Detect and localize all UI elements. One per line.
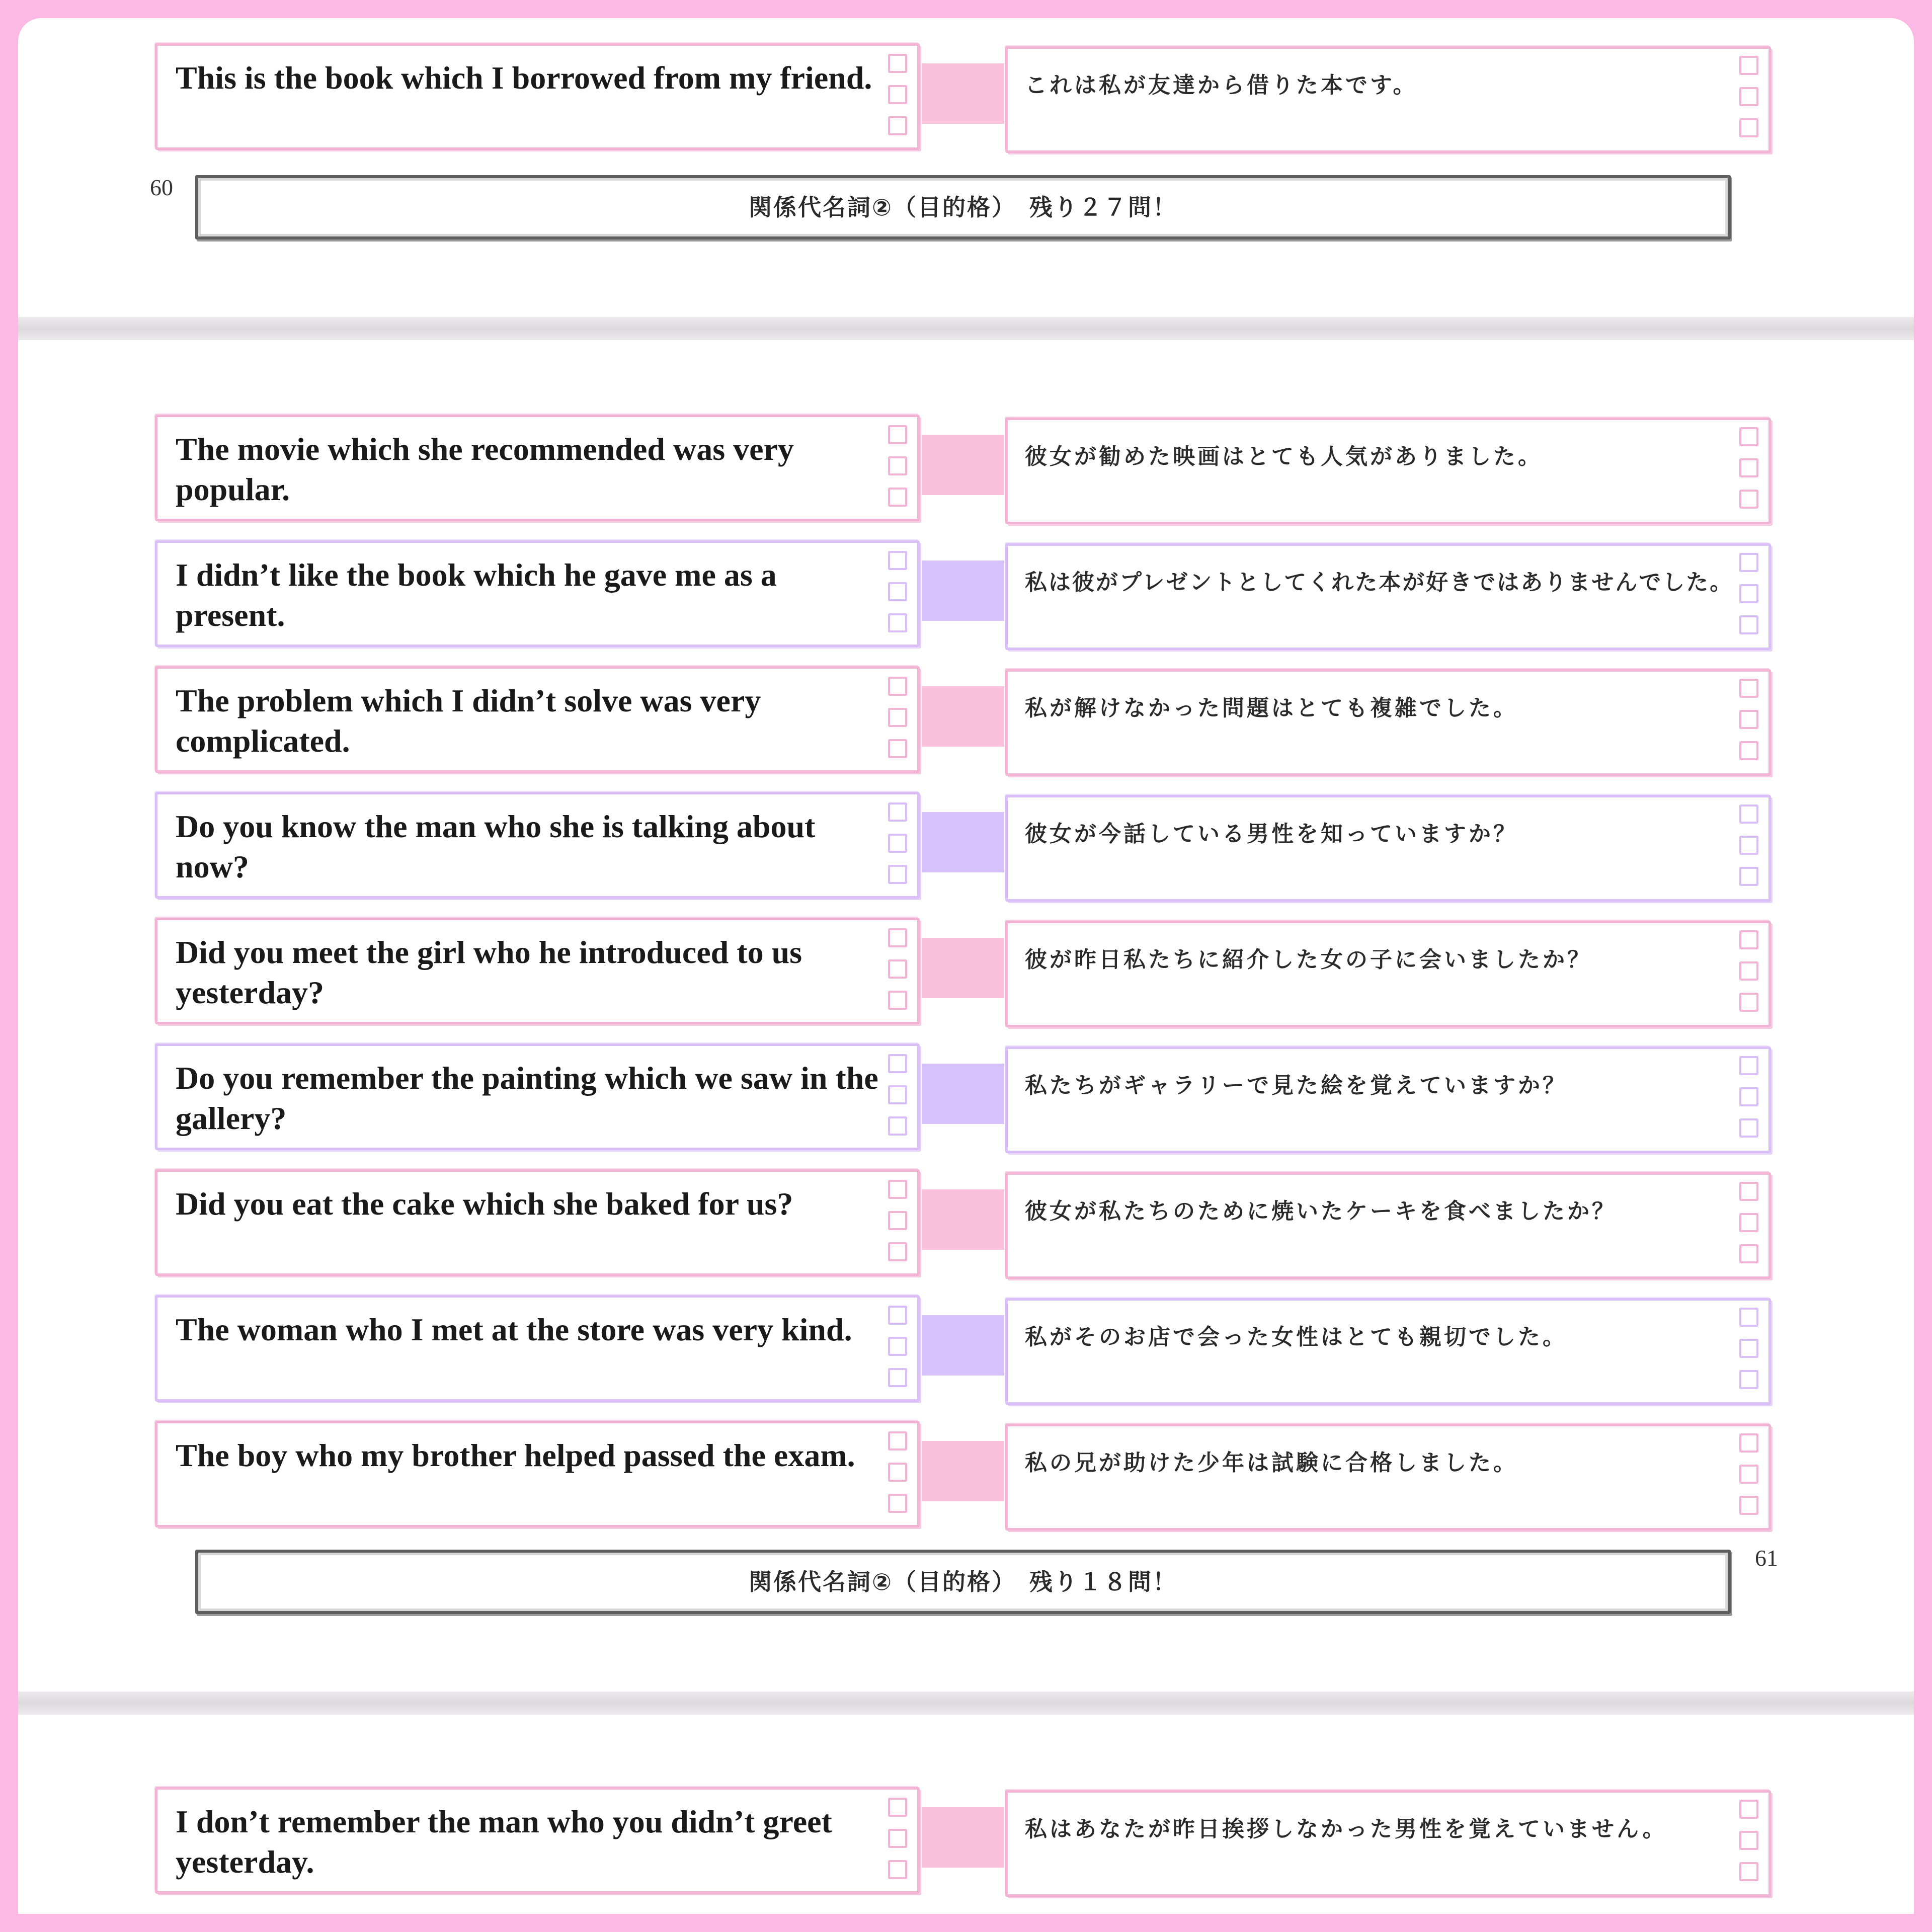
progress-banner: 関係代名詞②（目的格） 残り２７問！: [195, 175, 1731, 239]
checkbox[interactable]: [1739, 427, 1758, 446]
checkbox[interactable]: [888, 1463, 907, 1482]
checkbox-group: [1739, 1800, 1759, 1893]
checkbox-group: [1739, 553, 1759, 647]
checkbox[interactable]: [888, 959, 907, 979]
english-sentence-box: [155, 1169, 920, 1276]
japanese-sentence: 私がそのお店で会った女性はとても親切でした。: [1025, 1324, 1567, 1350]
checkbox-group: [1739, 930, 1759, 1024]
row-connector: [922, 1807, 1004, 1868]
page-61: [18, 340, 1914, 1692]
checkbox[interactable]: [1739, 1056, 1758, 1075]
checkbox[interactable]: [1739, 1496, 1758, 1515]
sentence-row: [18, 1787, 1914, 1898]
checkbox[interactable]: [888, 613, 907, 632]
checkbox[interactable]: [1739, 1339, 1758, 1358]
checkbox-group: [888, 551, 908, 645]
checkbox-group: [888, 1431, 908, 1525]
japanese-sentence: これは私が友達から借りた本です。: [1025, 72, 1418, 98]
checkbox[interactable]: [1739, 679, 1758, 698]
checkbox-group: [888, 928, 908, 1022]
checkbox[interactable]: [1739, 87, 1758, 106]
checkbox[interactable]: [888, 1085, 907, 1104]
english-sentence: The woman who I met at the store was very kind.: [176, 1312, 852, 1347]
japanese-sentence-box: [1005, 1172, 1771, 1279]
checkbox[interactable]: [888, 928, 907, 947]
checkbox-group: [1739, 427, 1759, 521]
checkbox-group: [888, 1054, 908, 1148]
sentence-row: [18, 918, 1914, 1028]
row-connector: [922, 560, 1004, 621]
checkbox[interactable]: [888, 802, 907, 822]
english-sentence: This is the book which I borrowed from my friend.: [176, 60, 872, 96]
checkbox[interactable]: [888, 582, 907, 601]
japanese-sentence: 私の兄が助けた少年は試験に合格しました。: [1025, 1450, 1518, 1476]
checkbox[interactable]: [1739, 741, 1758, 760]
checkbox[interactable]: [1739, 553, 1758, 572]
checkbox[interactable]: [888, 865, 907, 884]
checkbox[interactable]: [888, 116, 907, 135]
checkbox[interactable]: [1739, 118, 1758, 137]
checkbox-group: [1739, 1433, 1759, 1527]
english-sentence-box: [155, 540, 920, 647]
row-connector: [922, 938, 1004, 998]
sentence-row: [18, 415, 1914, 525]
checkbox[interactable]: [1739, 1244, 1758, 1263]
checkbox[interactable]: [888, 1368, 907, 1387]
checkbox[interactable]: [888, 991, 907, 1010]
checkbox[interactable]: [1739, 804, 1758, 824]
checkbox[interactable]: [888, 425, 907, 444]
checkbox[interactable]: [1739, 615, 1758, 634]
checkbox[interactable]: [1739, 1118, 1758, 1138]
checkbox-group: [1739, 804, 1759, 898]
japanese-sentence-box: [1005, 543, 1771, 650]
checkbox[interactable]: [1739, 1087, 1758, 1106]
checkbox[interactable]: [1739, 584, 1758, 603]
japanese-sentence: 彼女が私たちのために焼いたケーキを食べましたか？: [1025, 1198, 1617, 1224]
page-divider: [18, 1692, 1914, 1715]
english-sentence: I don’t remember the man who you didn’t greet yesterday.: [176, 1804, 832, 1880]
sentence-row: [18, 666, 1914, 777]
sentence-row: [18, 1421, 1914, 1532]
checkbox[interactable]: [888, 1116, 907, 1136]
checkbox[interactable]: [1739, 490, 1758, 509]
japanese-sentence: 私はあなたが昨日挨拶しなかった男性を覚えていません。: [1025, 1816, 1667, 1842]
checkbox-group: [888, 802, 908, 896]
sentence-row: [18, 1169, 1914, 1280]
checkbox[interactable]: [1739, 1862, 1758, 1881]
english-sentence: I didn’t like the book which he gave me as a present.: [176, 557, 777, 633]
english-sentence-box: [155, 1421, 920, 1527]
japanese-sentence-box: [1005, 1298, 1771, 1405]
checkbox-group: [888, 1180, 908, 1273]
japanese-sentence: 私は彼がプレゼントとしてくれた本が好きではありませんでした。: [1025, 570, 1734, 595]
checkbox[interactable]: [1739, 1308, 1758, 1327]
checkbox[interactable]: [1739, 993, 1758, 1012]
english-sentence-box: [155, 1787, 920, 1894]
page-number: 60: [150, 175, 173, 200]
checkbox[interactable]: [888, 1494, 907, 1513]
sentence-row: [18, 792, 1914, 903]
japanese-sentence-box: [1005, 921, 1771, 1027]
checkbox[interactable]: [888, 54, 907, 73]
checkbox-group: [1739, 1308, 1759, 1401]
sentence-row: [18, 540, 1914, 651]
checkbox[interactable]: [1739, 1213, 1758, 1232]
english-sentence-box: [155, 666, 920, 773]
english-sentence: Do you remember the painting which we saw in the gallery?: [176, 1060, 878, 1136]
english-sentence: Do you know the man who she is talking about now?: [176, 809, 816, 884]
checkbox[interactable]: [888, 85, 907, 104]
english-sentence-box: [155, 415, 920, 521]
sentence-row: [18, 1043, 1914, 1154]
checkbox[interactable]: [888, 708, 907, 727]
japanese-sentence-box: [1005, 46, 1771, 153]
japanese-sentence-box: [1005, 795, 1771, 902]
english-sentence: The movie which she recommended was very popular.: [176, 431, 794, 507]
japanese-sentence-box: [1005, 1424, 1771, 1531]
checkbox-group: [1739, 679, 1759, 772]
english-sentence: Did you eat the cake which she baked for us?: [176, 1186, 793, 1222]
checkbox[interactable]: [888, 1211, 907, 1230]
japanese-sentence-box: [1005, 1046, 1771, 1153]
row-connector: [922, 686, 1004, 747]
checkbox-group: [1739, 56, 1759, 149]
checkbox[interactable]: [1739, 1800, 1758, 1819]
row-connector: [922, 1189, 1004, 1250]
japanese-sentence-box: [1005, 1790, 1771, 1897]
row-connector: [922, 63, 1004, 124]
checkbox-group: [888, 54, 908, 147]
checkbox[interactable]: [888, 1860, 907, 1879]
japanese-sentence: 彼女が今話している男性を知っていますか？: [1025, 821, 1518, 847]
checkbox-group: [888, 1798, 908, 1891]
checkbox[interactable]: [888, 1180, 907, 1199]
checkbox[interactable]: [1739, 1370, 1758, 1389]
checkbox[interactable]: [888, 1337, 907, 1356]
checkbox-group: [888, 677, 908, 770]
checkbox[interactable]: [1739, 1182, 1758, 1201]
checkbox[interactable]: [1739, 1831, 1758, 1850]
checkbox-group: [1739, 1056, 1759, 1150]
sentence-row: [18, 1295, 1914, 1406]
checkbox[interactable]: [1739, 1433, 1758, 1453]
checkbox[interactable]: [888, 739, 907, 758]
sentence-row: [18, 43, 1914, 154]
checkbox[interactable]: [1739, 836, 1758, 855]
checkbox[interactable]: [1739, 867, 1758, 886]
checkbox[interactable]: [1739, 1465, 1758, 1484]
japanese-sentence: 私が解けなかった問題はとても複雑でした。: [1025, 695, 1518, 721]
page-60: [18, 18, 1914, 317]
row-connector: [922, 1315, 1004, 1376]
checkbox[interactable]: [888, 1829, 907, 1848]
progress-banner: 関係代名詞②（目的格） 残り１８問！: [195, 1550, 1731, 1614]
checkbox[interactable]: [888, 834, 907, 853]
checkbox[interactable]: [1739, 930, 1758, 949]
page-number: 61: [1755, 1545, 1778, 1571]
english-sentence-box: [155, 918, 920, 1024]
checkbox[interactable]: [888, 1798, 907, 1817]
english-sentence-box: [155, 792, 920, 899]
english-sentence: The boy who my brother helped passed the exam.: [176, 1437, 855, 1473]
english-sentence: The problem which I didn’t solve was very complicated.: [176, 683, 761, 759]
checkbox-group: [888, 425, 908, 519]
checkbox[interactable]: [888, 1431, 907, 1451]
row-connector: [922, 1441, 1004, 1501]
checkbox[interactable]: [888, 1242, 907, 1261]
checkbox[interactable]: [888, 1054, 907, 1073]
checkbox[interactable]: [1739, 710, 1758, 729]
row-connector: [922, 1064, 1004, 1124]
page-divider: [18, 317, 1914, 340]
checkbox[interactable]: [888, 551, 907, 570]
page-62: [18, 1715, 1914, 1914]
row-connector: [922, 435, 1004, 495]
checkbox[interactable]: [888, 488, 907, 507]
english-sentence: Did you meet the girl who he introduced to us yesterday?: [176, 934, 802, 1010]
japanese-sentence-box: [1005, 418, 1771, 524]
english-sentence-box: [155, 1043, 920, 1150]
japanese-sentence: 彼女が勧めた映画はとても人気がありました。: [1025, 444, 1543, 469]
japanese-sentence: 彼が昨日私たちに紹介した女の子に会いましたか？: [1025, 947, 1592, 973]
checkbox[interactable]: [1739, 458, 1758, 477]
checkbox[interactable]: [888, 456, 907, 475]
row-connector: [922, 812, 1004, 872]
japanese-sentence-box: [1005, 669, 1771, 776]
japanese-sentence: 私たちがギャラリーで見た絵を覚えていますか？: [1025, 1073, 1567, 1098]
checkbox[interactable]: [888, 1306, 907, 1325]
checkbox[interactable]: [888, 677, 907, 696]
english-sentence-box: [155, 1295, 920, 1402]
english-sentence-box: [155, 43, 920, 150]
checkbox[interactable]: [1739, 56, 1758, 75]
checkbox-group: [888, 1306, 908, 1399]
checkbox[interactable]: [1739, 961, 1758, 981]
checkbox-group: [1739, 1182, 1759, 1275]
